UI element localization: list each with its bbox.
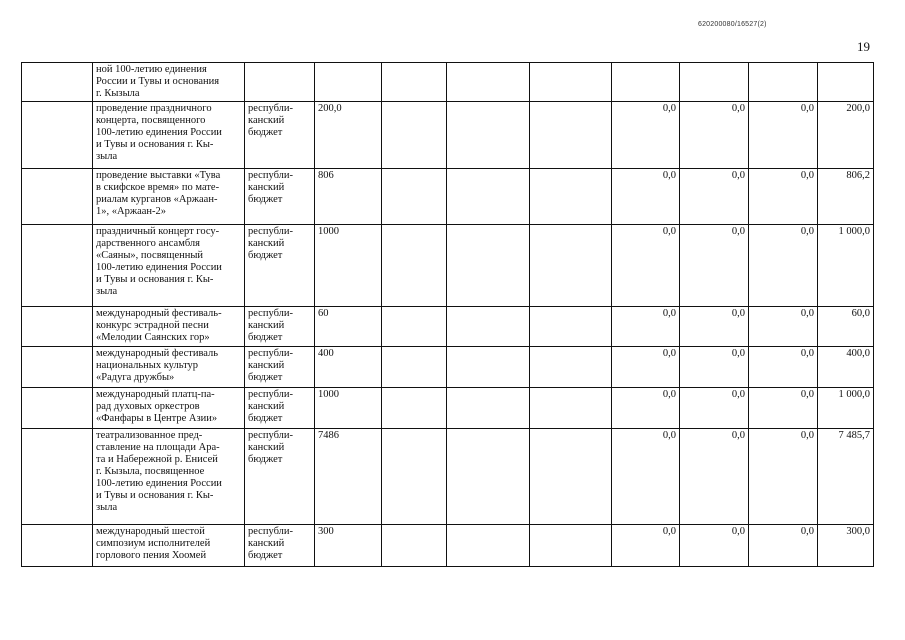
empty-cell <box>382 347 447 388</box>
description-line: зыла <box>96 286 118 297</box>
amount-cell: 1000 <box>315 225 382 307</box>
value-cell-1: 0,0 <box>612 169 680 225</box>
budget-table <box>21 62 874 567</box>
description-line: в скифское время» по мате- <box>96 182 220 193</box>
source-line: бюджет <box>248 413 283 424</box>
description-line: концерта, посвященного <box>96 115 206 126</box>
description-line: «Мелодии Саянских гор» <box>96 332 210 343</box>
source-line: канский <box>248 115 285 126</box>
total-cell: 300,0 <box>818 525 874 567</box>
source-line: канский <box>248 538 285 549</box>
description-line: «Саяны», посвященный <box>96 250 204 261</box>
row-number-cell <box>22 347 93 388</box>
funding-source-cell <box>245 525 315 567</box>
description-line: риалам курганов «Аржаан- <box>96 194 218 205</box>
row-number-cell <box>22 225 93 307</box>
description-line: и Тувы и основания г. Кы- <box>96 490 214 501</box>
table-row <box>22 388 874 429</box>
description-line: 100-летию единения России <box>96 127 222 138</box>
funding-source-cell <box>245 63 315 102</box>
value-cell-2: 0,0 <box>680 388 749 429</box>
description-line: г. Кызыла <box>96 88 140 99</box>
description-line: «Радуга дружбы» <box>96 372 175 383</box>
amount-cell: 806 <box>315 169 382 225</box>
page-number: 19 <box>857 39 870 54</box>
empty-cell <box>530 225 612 307</box>
event-description-cell <box>93 525 245 567</box>
funding-source-cell <box>245 347 315 388</box>
row-number-cell <box>22 63 93 102</box>
empty-cell <box>530 63 612 102</box>
source-line: бюджет <box>248 250 283 261</box>
table-row <box>22 102 874 169</box>
funding-source-cell <box>245 429 315 525</box>
empty-cell <box>447 169 530 225</box>
table-row <box>22 347 874 388</box>
total-cell: 60,0 <box>818 307 874 347</box>
funding-source-cell <box>245 307 315 347</box>
source-line: республи- <box>248 308 293 319</box>
description-line: международный шестой <box>96 526 205 537</box>
table-row <box>22 525 874 567</box>
source-line: канский <box>248 401 285 412</box>
total-cell: 1 000,0 <box>818 388 874 429</box>
source-line: республи- <box>248 103 293 114</box>
value-cell-3: 0,0 <box>749 525 818 567</box>
amount-cell: 1000 <box>315 388 382 429</box>
description-line: симпозиум исполнителей <box>96 538 211 549</box>
description-line: «Фанфары в Центре Азии» <box>96 413 218 424</box>
value-cell-2: 0,0 <box>680 347 749 388</box>
row-number-cell <box>22 307 93 347</box>
event-description-cell <box>93 429 245 525</box>
event-description-cell <box>93 388 245 429</box>
table-row <box>22 169 874 225</box>
empty-cell <box>447 388 530 429</box>
empty-cell <box>530 347 612 388</box>
source-line: бюджет <box>248 454 283 465</box>
total-cell: 806,2 <box>818 169 874 225</box>
value-cell-1: 0,0 <box>612 102 680 169</box>
description-line: и Тувы и основания г. Кы- <box>96 139 214 150</box>
empty-cell <box>382 525 447 567</box>
source-line: канский <box>248 442 285 453</box>
event-description-cell <box>93 102 245 169</box>
empty-cell <box>530 307 612 347</box>
description-line: международный платц-па- <box>96 389 215 400</box>
value-cell-1 <box>612 63 680 102</box>
table-row <box>22 63 874 102</box>
table-row <box>22 307 874 347</box>
empty-cell <box>382 102 447 169</box>
source-line: бюджет <box>248 194 283 205</box>
total-cell: 7 485,7 <box>818 429 874 525</box>
row-number-cell <box>22 169 93 225</box>
value-cell-2: 0,0 <box>680 225 749 307</box>
value-cell-3: 0,0 <box>749 347 818 388</box>
description-line: конкурс эстрадной песни <box>96 320 209 331</box>
empty-cell <box>382 429 447 525</box>
description-line: и Тувы и основания г. Кы- <box>96 274 214 285</box>
value-cell-1: 0,0 <box>612 429 680 525</box>
source-line: республи- <box>248 348 293 359</box>
total-cell: 200,0 <box>818 102 874 169</box>
description-line: ставление на площади Ара- <box>96 442 220 453</box>
value-cell-3 <box>749 63 818 102</box>
amount-cell: 200,0 <box>315 102 382 169</box>
table-body <box>22 63 874 567</box>
description-line: ной 100-летию единения <box>96 64 207 75</box>
source-line: бюджет <box>248 550 283 561</box>
source-line: канский <box>248 238 285 249</box>
value-cell-3: 0,0 <box>749 169 818 225</box>
empty-cell <box>530 102 612 169</box>
amount-cell: 400 <box>315 347 382 388</box>
description-line: та и Набережной р. Енисей <box>96 454 218 465</box>
source-line: бюджет <box>248 372 283 383</box>
source-line: республи- <box>248 389 293 400</box>
empty-cell <box>382 63 447 102</box>
row-number-cell <box>22 388 93 429</box>
value-cell-2 <box>680 63 749 102</box>
document-id: 620200080/16527(2) <box>698 21 767 28</box>
empty-cell <box>447 347 530 388</box>
description-line: национальных культур <box>96 360 199 371</box>
source-line: бюджет <box>248 127 283 138</box>
row-number-cell <box>22 102 93 169</box>
value-cell-2: 0,0 <box>680 429 749 525</box>
table-row <box>22 225 874 307</box>
empty-cell <box>530 525 612 567</box>
row-number-cell <box>22 429 93 525</box>
event-description-cell <box>93 225 245 307</box>
funding-source-cell <box>245 388 315 429</box>
value-cell-3: 0,0 <box>749 429 818 525</box>
empty-cell <box>530 429 612 525</box>
empty-cell <box>447 63 530 102</box>
amount-cell: 60 <box>315 307 382 347</box>
description-line: международный фестиваль <box>96 348 219 359</box>
source-line: канский <box>248 360 285 371</box>
value-cell-3: 0,0 <box>749 388 818 429</box>
description-line: дарственного ансамбля <box>96 238 200 249</box>
description-line: рад духовых оркестров <box>96 401 200 412</box>
empty-cell <box>447 225 530 307</box>
event-description-cell <box>93 63 245 102</box>
description-line: международный фестиваль- <box>96 308 222 319</box>
value-cell-2: 0,0 <box>680 102 749 169</box>
description-line: 100-летию единения России <box>96 262 222 273</box>
row-number-cell <box>22 525 93 567</box>
event-description-cell <box>93 347 245 388</box>
value-cell-3: 0,0 <box>749 102 818 169</box>
empty-cell <box>447 429 530 525</box>
event-description-cell <box>93 307 245 347</box>
value-cell-1: 0,0 <box>612 347 680 388</box>
empty-cell <box>382 225 447 307</box>
empty-cell <box>447 102 530 169</box>
empty-cell <box>530 388 612 429</box>
value-cell-2: 0,0 <box>680 169 749 225</box>
total-cell <box>818 63 874 102</box>
table-row <box>22 429 874 525</box>
description-line: г. Кызыла, посвященное <box>96 466 205 477</box>
value-cell-3: 0,0 <box>749 225 818 307</box>
empty-cell <box>382 388 447 429</box>
value-cell-2: 0,0 <box>680 307 749 347</box>
funding-source-cell <box>245 169 315 225</box>
description-line: проведение выставки «Тува <box>96 170 221 181</box>
description-line: праздничный концерт госу- <box>96 226 220 237</box>
description-line: проведение праздничного <box>96 103 212 114</box>
total-cell: 1 000,0 <box>818 225 874 307</box>
description-line: 1», «Аржаан-2» <box>96 206 167 217</box>
empty-cell <box>382 169 447 225</box>
funding-source-cell <box>245 102 315 169</box>
total-cell: 400,0 <box>818 347 874 388</box>
empty-cell <box>447 525 530 567</box>
description-line: театрализованное пред- <box>96 430 203 441</box>
value-cell-1: 0,0 <box>612 388 680 429</box>
source-line: канский <box>248 320 285 331</box>
amount-cell: 300 <box>315 525 382 567</box>
description-line: зыла <box>96 502 118 513</box>
event-description-cell <box>93 169 245 225</box>
value-cell-3: 0,0 <box>749 307 818 347</box>
source-line: республи- <box>248 526 293 537</box>
empty-cell <box>447 307 530 347</box>
value-cell-2: 0,0 <box>680 525 749 567</box>
source-line: канский <box>248 182 285 193</box>
source-line: республи- <box>248 226 293 237</box>
funding-source-cell <box>245 225 315 307</box>
description-line: 100-летию единения России <box>96 478 222 489</box>
description-line: горлового пения Хоомей <box>96 550 207 561</box>
value-cell-1: 0,0 <box>612 525 680 567</box>
value-cell-1: 0,0 <box>612 307 680 347</box>
source-line: республи- <box>248 170 293 181</box>
empty-cell <box>382 307 447 347</box>
empty-cell <box>530 169 612 225</box>
amount-cell <box>315 63 382 102</box>
value-cell-1: 0,0 <box>612 225 680 307</box>
source-line: бюджет <box>248 332 283 343</box>
description-line: России и Тувы и основания <box>96 76 220 87</box>
description-line: зыла <box>96 151 118 162</box>
amount-cell: 7486 <box>315 429 382 525</box>
source-line: республи- <box>248 430 293 441</box>
